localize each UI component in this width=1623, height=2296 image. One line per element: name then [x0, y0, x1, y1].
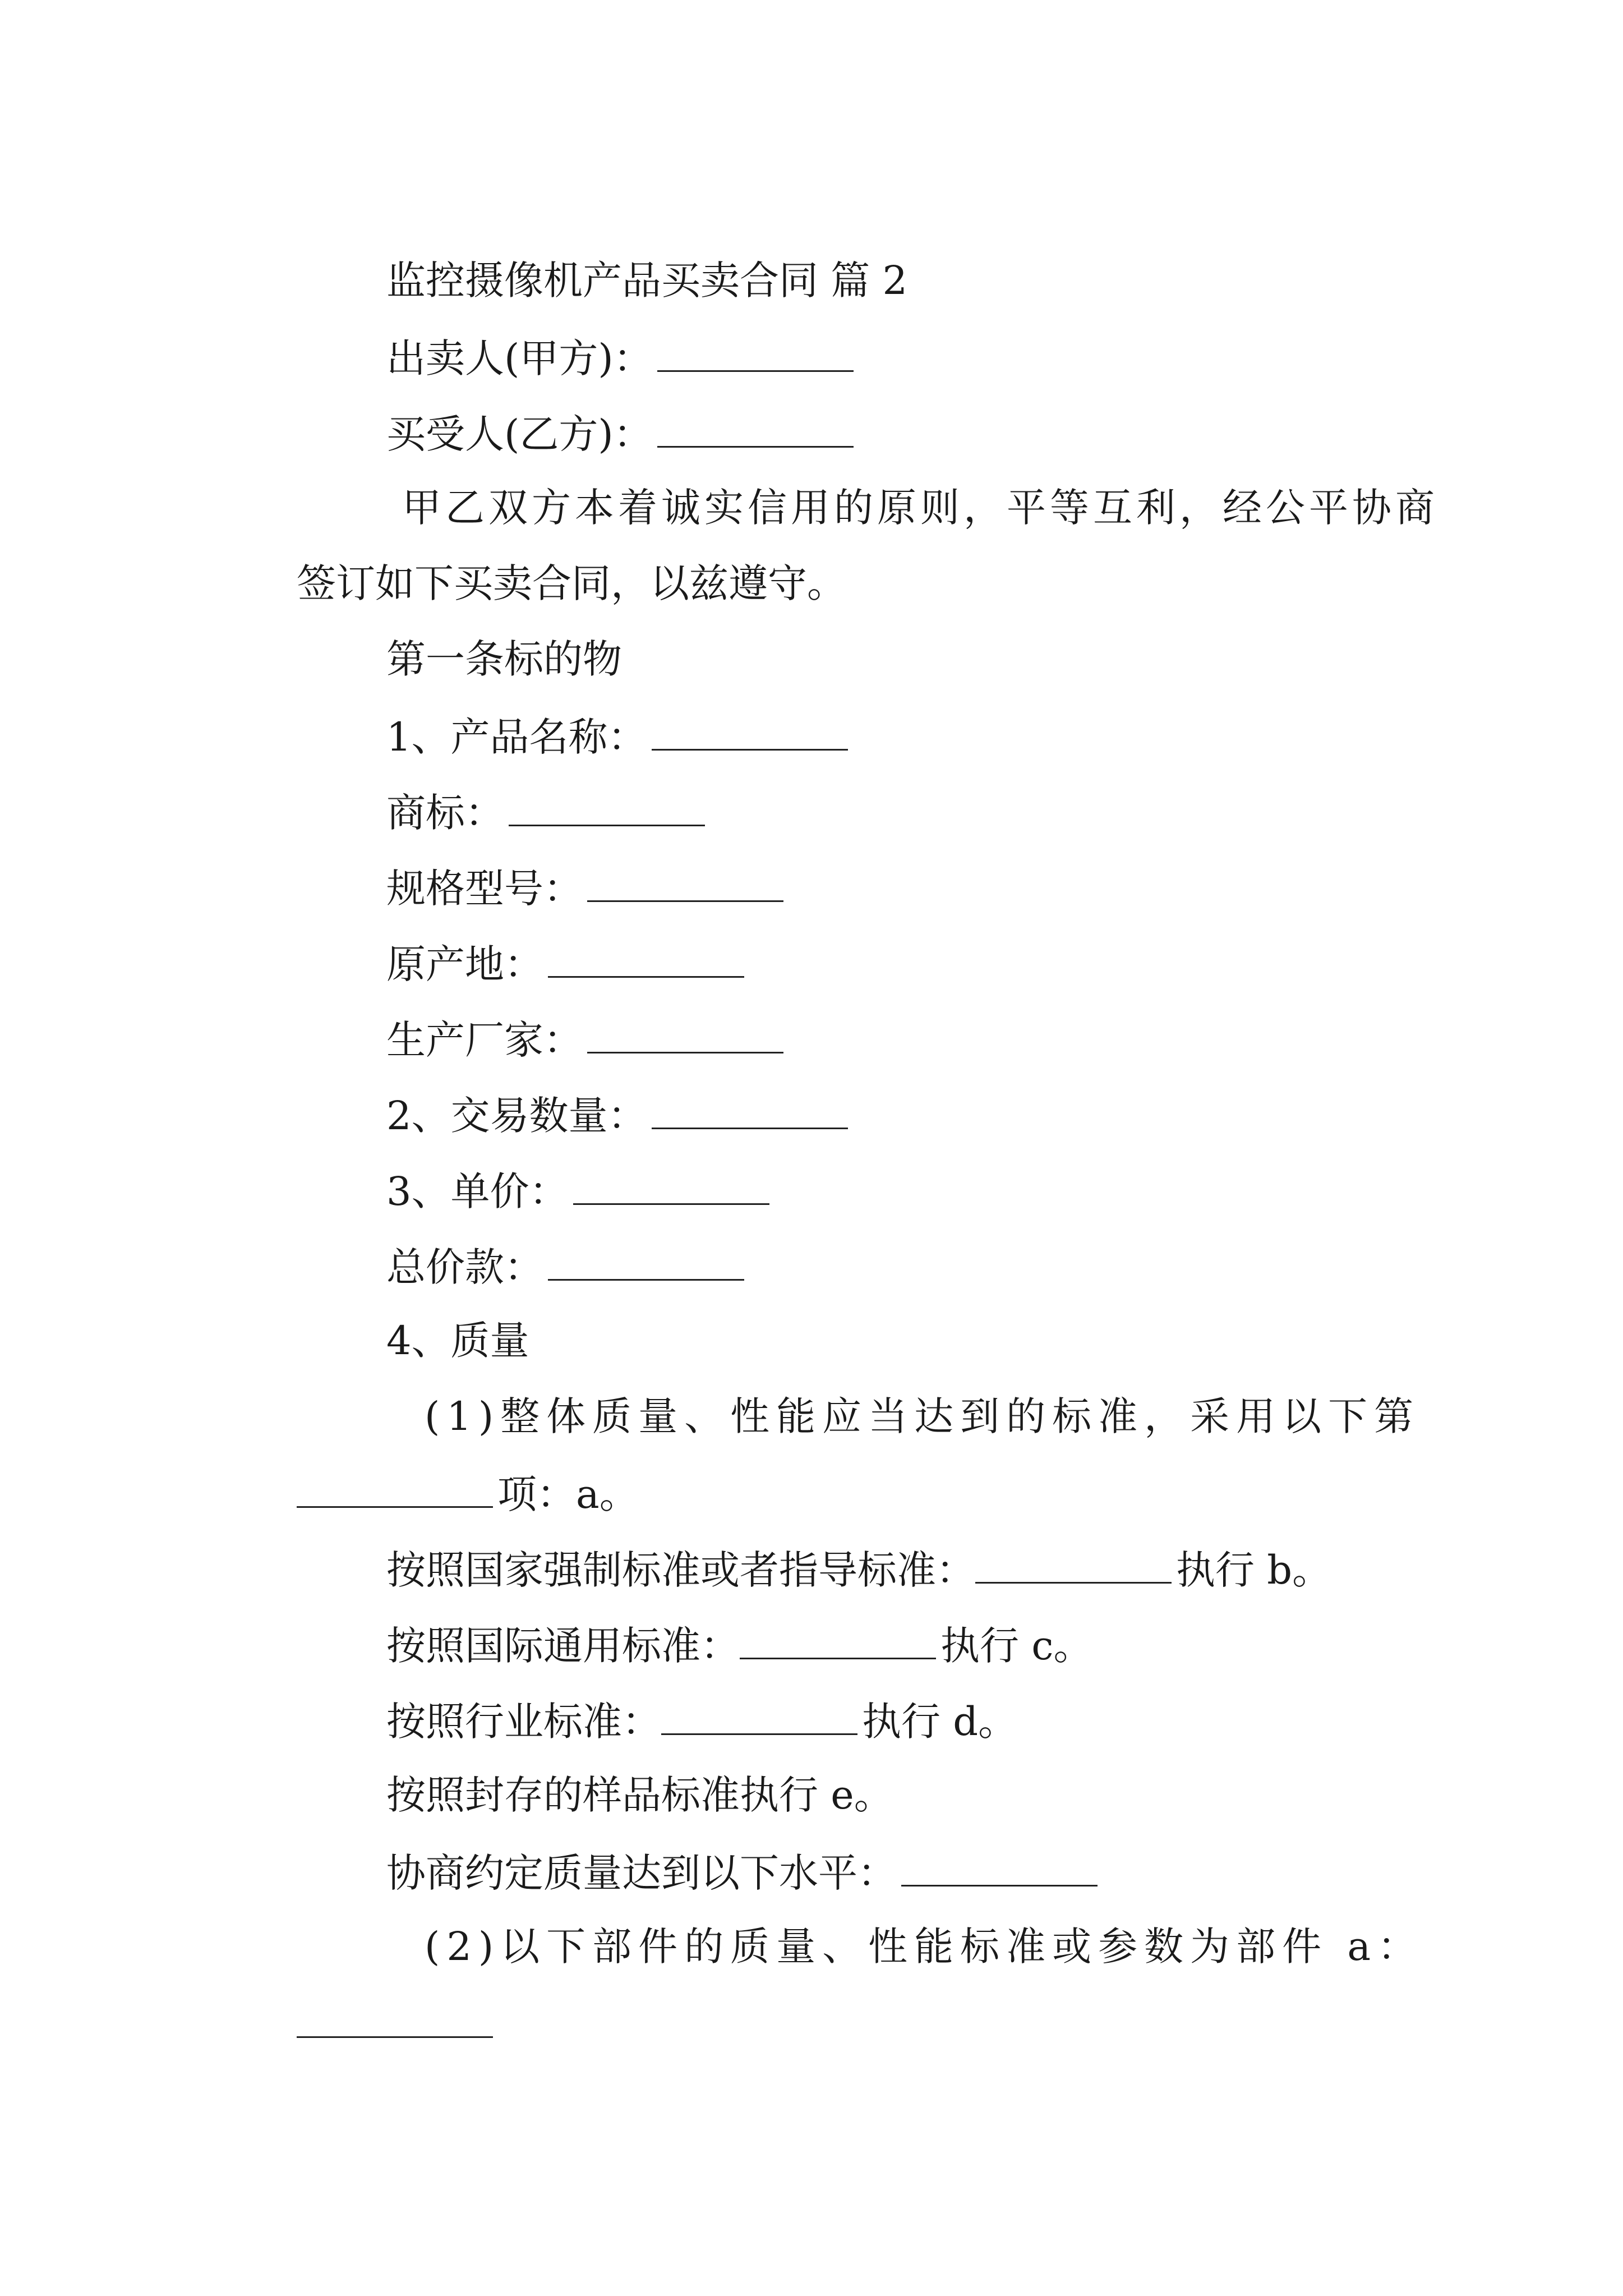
unit-price-line: 3、单价：: [336, 1130, 769, 1250]
std-industry-blank[interactable]: [661, 1700, 857, 1735]
quality-clause-1-line-2: 项：a。: [247, 1433, 639, 1553]
manufacturer-line: 生产厂家：: [336, 979, 783, 1099]
std-sample-line: 按照封存的样品标准执行 e。: [386, 1772, 893, 1818]
quality-clause-2-line-2: [247, 1963, 497, 2083]
article1-heading: 第一条标的物: [386, 636, 623, 682]
part-a-blank[interactable]: [297, 2003, 493, 2038]
std-international-blank[interactable]: [740, 1624, 936, 1659]
trademark-line: 商标：: [336, 752, 705, 872]
std-negotiated-blank[interactable]: [901, 1851, 1098, 1887]
intro-paragraph-line-1: 甲乙双方本着诚实信用的原则，平等互利，经公平协商: [402, 485, 1439, 531]
quality-clause-2-line-1: (2)以下部件的质量、性能标准或参数为部件 a：: [425, 1924, 1424, 1970]
model-blank[interactable]: [587, 867, 783, 902]
quality-clause-1-line-1: (1)整体质量、性能应当达到的标准，采用以下第: [425, 1393, 1421, 1439]
origin-blank[interactable]: [548, 942, 744, 978]
document-title: 监控摄像机产品买卖合同 篇 2: [386, 257, 908, 303]
origin-line: 原产地：: [336, 903, 744, 1023]
product-name-line: 1、产品名称：: [336, 676, 848, 796]
quality-heading: 4、质量: [386, 1318, 529, 1364]
quantity-blank[interactable]: [652, 1094, 848, 1129]
std-national-blank[interactable]: [975, 1548, 1172, 1584]
product-name-blank[interactable]: [652, 715, 848, 751]
unit-price-blank[interactable]: [573, 1170, 769, 1205]
std-international-line: 按照国际通用标准： 执行 c。: [386, 1623, 1093, 1669]
seller-line: 出卖人(甲方)：: [336, 297, 854, 417]
model-line: 规格型号：: [336, 827, 783, 947]
trademark-blank[interactable]: [509, 791, 705, 826]
manufacturer-blank[interactable]: [587, 1018, 783, 1053]
total-price-blank[interactable]: [548, 1245, 744, 1281]
seller-blank[interactable]: [657, 337, 854, 372]
std-negotiated-line: 协商约定质量达到以下水平：: [336, 1812, 1098, 1932]
buyer-blank[interactable]: [657, 412, 854, 448]
std-industry-line: 按照行业标准： 执行 d。: [386, 1699, 1018, 1745]
std-national-line: 按照国家强制标准或者指导标准： 执行 b。: [386, 1547, 1332, 1593]
clause-option-blank[interactable]: [297, 1473, 493, 1508]
intro-paragraph-line-2: 签订如下买卖合同，以兹遵守。: [297, 560, 847, 606]
buyer-line: 买受人(乙方)：: [336, 373, 854, 493]
total-price-line: 总价款：: [336, 1206, 744, 1326]
quantity-line: 2、交易数量：: [336, 1055, 848, 1175]
